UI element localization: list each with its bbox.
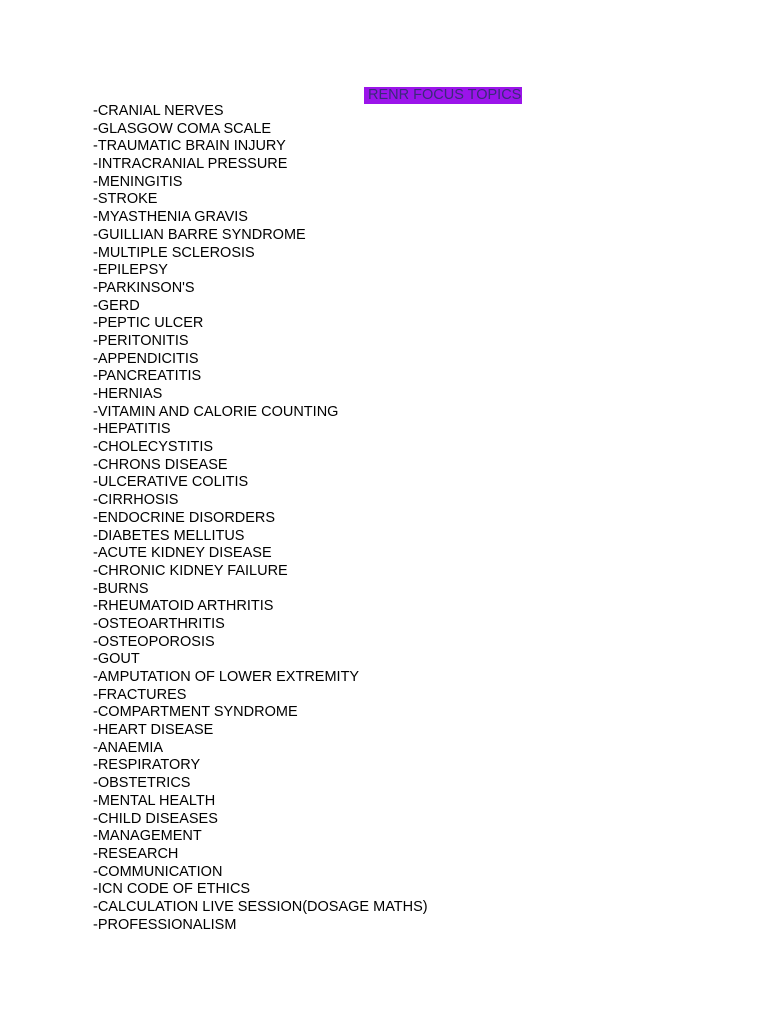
topic-item: -GERD [93,297,140,314]
topic-item: -PEPTIC ULCER [93,315,204,332]
topic-item: -VITAMIN AND CALORIE COUNTING [93,403,339,420]
document-title: RENR FOCUS TOPICS [364,87,522,104]
topic-item: -HEPATITIS [93,421,171,438]
topic-item: -RESPIRATORY [93,757,201,774]
topic-item: -ACUTE KIDNEY DISEASE [93,545,272,562]
topic-item: -MULTIPLE SCLEROSIS [93,244,255,261]
topic-item: -RESEARCH [93,845,179,862]
topic-item: -MANAGEMENT [93,828,202,845]
topic-item: -PERITONITIS [93,332,189,349]
topic-item: -GUILLIAN BARRE SYNDROME [93,226,306,243]
topic-item: -AMPUTATION OF LOWER EXTREMITY [93,669,360,685]
topic-item: -GLASGOW COMA SCALE [93,120,272,137]
topic-item: -PANCREATITIS [93,368,202,385]
topic-item: -OBSTETRICS [93,775,191,792]
topic-item: -CRANIAL NERVES [93,103,224,119]
topic-item: -CHRONS DISEASE [93,456,228,473]
topic-item: -RHEUMATOID ARTHRITIS [93,598,274,615]
topic-item: -PROFESSIONALISM [93,916,237,933]
topic-item: -OSTEOPOROSIS [93,633,215,650]
topic-item: -OSTEOARTHRITIS [93,615,225,632]
topic-item: -CHOLECYSTITIS [93,439,214,456]
topic-item: -CIRRHOSIS [93,492,179,509]
topic-item: -TRAUMATIC BRAIN INJURY [93,138,286,155]
topic-item: -APPENDICITIS [93,350,199,367]
topic-item: -FRACTURES [93,686,187,703]
topic-item: -DIABETES MELLITUS [93,527,245,544]
topic-item: -CHRONIC KIDNEY FAILURE [93,562,288,579]
topic-item: -EPILEPSY [93,262,168,279]
topic-item: -HEART DISEASE [93,722,214,739]
topic-item: -ULCERATIVE COLITIS [93,474,249,491]
topic-item: -PARKINSON'S [93,279,195,296]
topic-list [93,103,428,934]
topic-item: -COMMUNICATION [93,863,223,880]
topic-item: -CALCULATION LIVE SESSION(DOSAGE MATHS) [93,898,428,915]
topic-item: -MENINGITIS [93,173,183,190]
topic-item: -ICN CODE OF ETHICS [93,881,251,898]
topic-item: -BURNS [93,580,149,597]
topic-item: -GOUT [93,651,140,668]
topic-item: -ENDOCRINE DISORDERS [93,509,276,526]
topic-item: -ANAEMIA [93,739,164,756]
topic-item: -MENTAL HEALTH [93,792,216,809]
topic-item: -INTRACRANIAL PRESSURE [93,156,288,173]
topic-item: -HERNIAS [93,386,163,402]
topic-item: -COMPARTMENT SYNDROME [93,704,298,721]
topic-item: -MYASTHENIA GRAVIS [93,209,248,226]
topic-item: -STROKE [93,191,158,208]
topic-item: -CHILD DISEASES [93,810,218,827]
